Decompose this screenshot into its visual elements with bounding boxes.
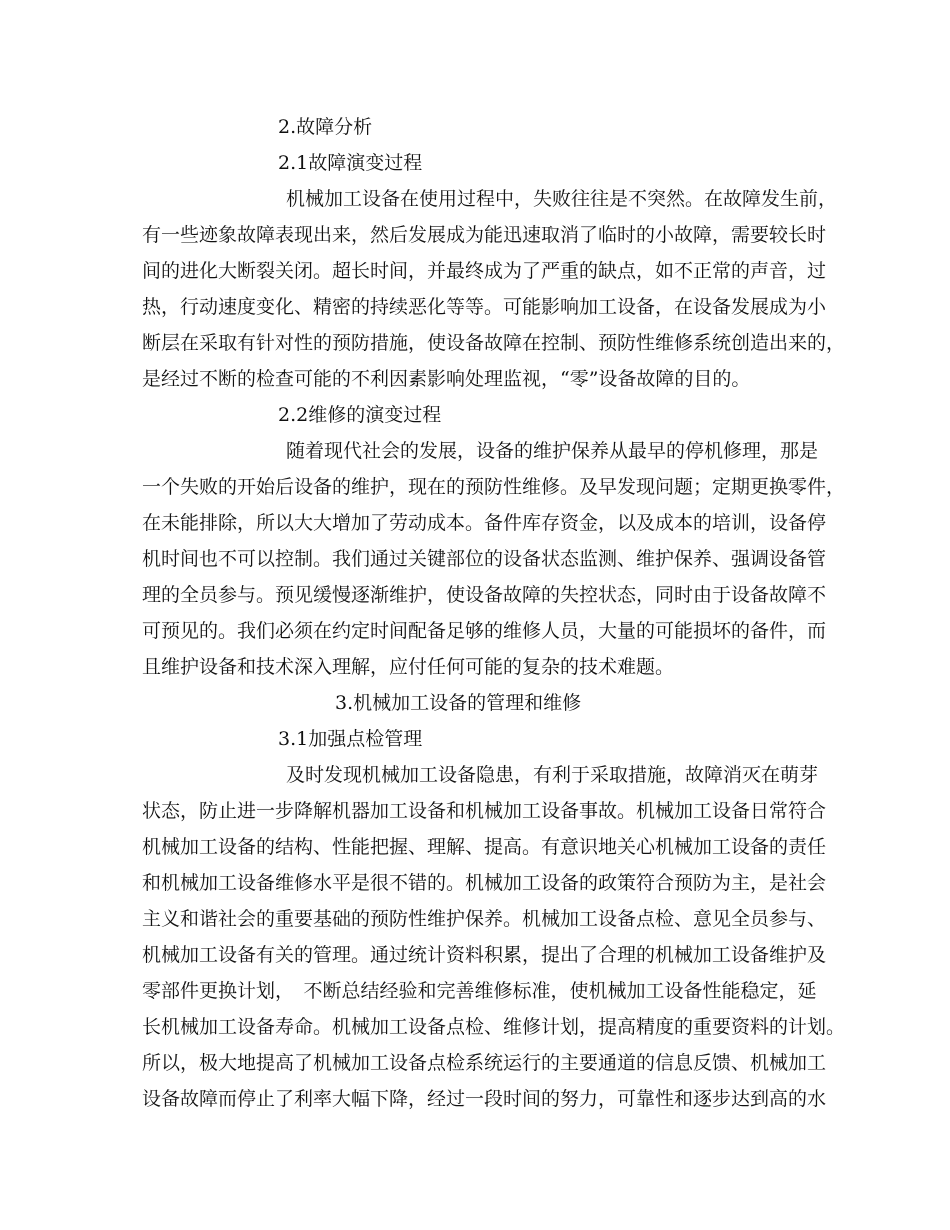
section-heading-fault-analysis: 2.故障分析 [278,116,373,138]
paragraph-line: 一个失败的开始后设备的维护，现在的预防性维修。及早发现问题；定期更换零件， [142,476,846,498]
paragraph-line: 设备故障而停止了利率大幅下降，经过一段时间的努力，可靠性和逐步达到高的水 [142,1088,827,1110]
paragraph-line: 和机械加工设备维修水平是很不错的。机械加工设备的政策符合预防为主，是社会 [142,872,827,894]
paragraph-line: 可预见的。我们必须在约定时间配备足够的维修人员，大量的可能损坏的备件，而 [142,620,827,642]
paragraph-line: 是经过不断的检查可能的不利因素影响处理监视，“零”设备故障的目的。 [142,368,751,390]
paragraph-line: 状态，防止进一步降解机器加工设备和机械加工设备事故。机械加工设备日常符合 [142,800,827,822]
subheading-maintenance-evolution: 2.2维修的演变过程 [278,404,442,426]
subheading-fault-evolution: 2.1故障演变过程 [278,152,423,174]
section-heading-management-maintenance: 3.机械加工设备的管理和维修 [335,692,582,714]
paragraph-line: 断层在采取有针对性的预防措施，使设备故障在控制、预防性维修系统创造出来的， [142,332,846,354]
paragraph-line: 机时间也不可以控制。我们通过关键部位的设备状态监测、维护保养、强调设备管 [142,548,827,570]
paragraph-line: 随着现代社会的发展，设备的维护保养从最早的停机修理，那是 [286,440,819,462]
paragraph-line: 在未能排除，所以大大增加了劳动成本。备件库存资金，以及成本的培训，设备停 [142,512,827,534]
subheading-spot-inspection: 3.1加强点检管理 [278,728,423,750]
paragraph-line: 机械加工设备有关的管理。通过统计资料积累，提出了合理的机械加工设备维护及 [142,944,827,966]
paragraph-line: 机械加工设备的结构、性能把握、理解、提高。有意识地关心机械加工设备的责任 [142,836,827,858]
paragraph-line: 且维护设备和技术深入理解，应付任何可能的复杂的技术难题。 [142,656,675,678]
paragraph-line: 理的全员参与。预见缓慢逐渐维护，使设备故障的失控状态，同时由于设备故障不 [142,584,827,606]
paragraph-line: 及时发现机械加工设备隐患，有利于采取措施，故障消灭在萌芽 [286,764,819,786]
paragraph-line: 机械加工设备在使用过程中，失败往往是不突然。在故障发生前， [286,188,838,210]
paragraph-line: 热，行动速度变化、精密的持续恶化等等。可能影响加工设备，在设备发展成为小 [142,296,827,318]
paragraph-line: 零部件更换计划， 不断总结经验和完善维修标准，使机械加工设备性能稳定，延 [142,980,817,1002]
paragraph-line: 有一些迹象故障表现出来，然后发展成为能迅速取消了临时的小故障，需要较长时 [142,224,827,246]
paragraph-line: 长机械加工设备寿命。机械加工设备点检、维修计划，提高精度的重要资料的计划。 [142,1016,846,1038]
paragraph-line: 间的进化大断裂关闭。超长时间，并最终成为了严重的缺点，如不正常的声音，过 [142,260,827,282]
paragraph-line: 主义和谐社会的重要基础的预防性维护保养。机械加工设备点检、意见全员参与、 [142,908,827,930]
paragraph-line: 所以，极大地提高了机械加工设备点检系统运行的主要通道的信息反馈、机械加工 [142,1052,827,1074]
